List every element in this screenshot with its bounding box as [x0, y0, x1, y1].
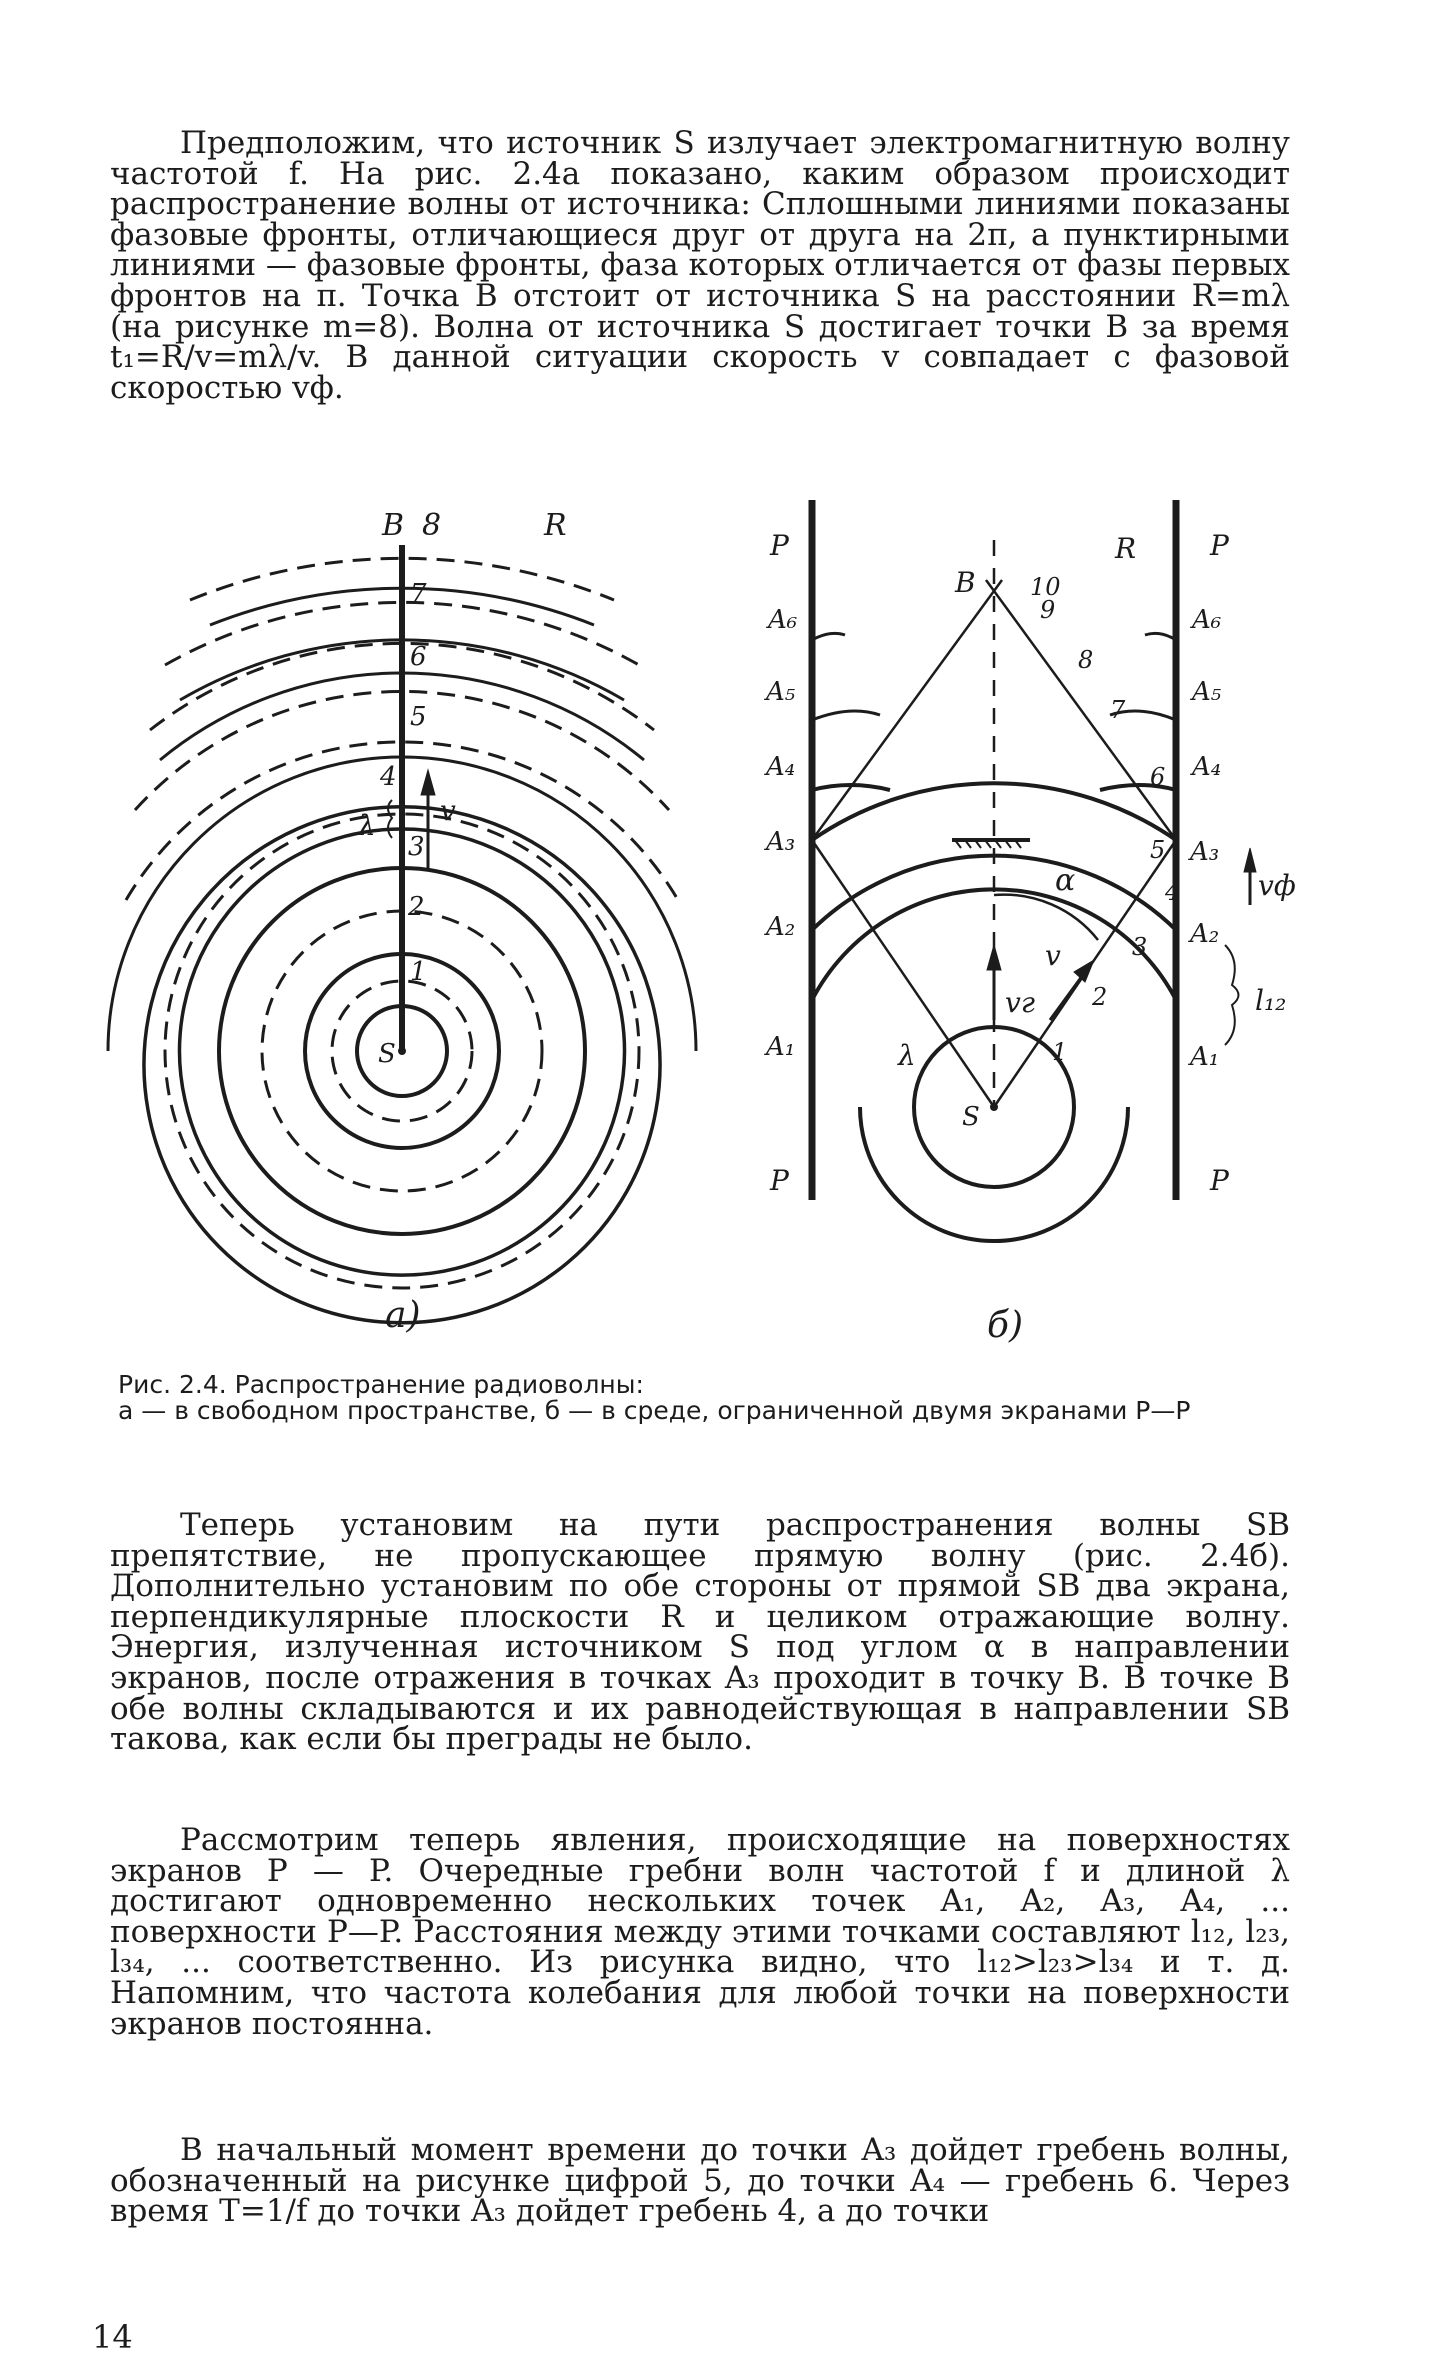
point-b: B: [955, 566, 976, 599]
source-s: S: [962, 1102, 980, 1132]
paragraph-2: Теперь установим на пути распространения волны SB препятствие, не пропускающее прямую волну (рис. 2.4б). Дополнительно установим по обе стороны от прямой SB два экрана, перпендикулярные плоскости R и целиком отражающие волну. Энергия, излученная источником S под углом α в направлении экранов, после отражения в точках A₃ проходит в точку B. В точке B обе волны складываются и их равнодействующая в направлении SB такова, как если бы преграды не было.: [110, 1507, 1290, 1758]
point-label: A₁: [1190, 1042, 1220, 1072]
screen-label: P: [770, 529, 789, 562]
point-label: A₃: [1190, 837, 1220, 867]
crest-number: 6: [1150, 763, 1166, 791]
lambda-label: λ: [898, 1039, 916, 1072]
front-number: 3: [408, 832, 425, 862]
screen-label: P: [1210, 1164, 1229, 1197]
alpha-label: α: [1055, 863, 1076, 898]
caption-title: Рис. 2.4. Распространение радиоволны:: [118, 1370, 644, 1399]
crest-9: 9: [1040, 596, 1056, 624]
vg-label: vг: [1005, 986, 1035, 1019]
point-label: A₅: [766, 677, 796, 707]
l12-label: l₁₂: [1255, 984, 1287, 1017]
point-label: A₄: [1192, 752, 1222, 782]
paragraph-1: Предположим, что источник S излучает электромагнитную волну частотой f. На рис. 2.4а показано, каким образом происходит распространение волны от источника: Сплошными линиями показаны фазовые фронты, отличающиеся друг от друга на 2π, а пунктирными линиями — фазовые фронты, фаза которых отличается от фазы первых фронтов на π. Точка B отстоит от источника S на расстоянии R=mλ (на рисунке m=8). Волна от источника S достигает точки B за время t₁=R/v=mλ/v. В данной ситуации скорость v совпадает с фазовой скоростью vф.: [110, 125, 1290, 406]
crest-10: 10: [1030, 573, 1061, 601]
crest-number: 8: [1078, 646, 1094, 674]
front-number: 1: [410, 957, 427, 987]
fig-a-label-r: R: [544, 508, 567, 543]
screen-label: P: [1210, 529, 1229, 562]
point-label: A₆: [768, 605, 798, 635]
vphi-label: vф: [1258, 869, 1296, 902]
front-number: 5: [410, 702, 427, 732]
point-label: A₆: [1192, 605, 1222, 635]
source-s: S: [378, 1039, 396, 1069]
point-label: A₂: [1190, 919, 1220, 949]
figure-caption: [118, 1372, 1298, 1424]
screen-label: P: [770, 1164, 789, 1197]
front-number: 2: [408, 892, 425, 922]
crest-number: 5: [1150, 836, 1166, 864]
point-label: A₄: [766, 752, 796, 782]
fig-a-label-8: 8: [422, 508, 442, 543]
crest-number: 2: [1092, 983, 1108, 1011]
v-label: v: [1045, 939, 1061, 972]
paragraph-3: Рассмотрим теперь явления, происходящие на поверхностях экранов P — P. Очередные гребни волн частотой f и длиной λ достигают одновременно нескольких точек A₁, A₂, A₃, A₄, ... поверхности P—P. Расстояния между этими точками составляют l₁₂, l₂₃, l₃₄, ... соответственно. Из рисунка видно, что l₁₂>l₂₃>l₃₄ и т. д. Напомним, что частота колебания для любой точки на поверхности экранов постоянна.: [110, 1822, 1290, 2042]
crest-number: 1: [1052, 1038, 1068, 1066]
crest-number: 3: [1132, 933, 1148, 961]
figure-b-label: б): [987, 1305, 1024, 1346]
front-number: 6: [410, 642, 427, 672]
point-label: A₃: [766, 827, 796, 857]
point-label: A₅: [1192, 677, 1222, 707]
point-label: A₁: [766, 1032, 796, 1062]
front-number: 7: [410, 579, 427, 609]
lambda-label: λ: [358, 809, 376, 842]
plane-r: R: [1115, 532, 1137, 565]
front-number: 4: [380, 762, 397, 792]
figure-a-label: а): [385, 1295, 421, 1336]
paragraph-4: В начальный момент времени до точки A₃ дойдет гребень волны, обозначенный на рисунке цифрой 5, до точки A₄ — гребень 6. Через время T=1/f до точки A₃ дойдет гребень 4, а до точки: [110, 2132, 1290, 2230]
crest-number: 7: [1110, 696, 1126, 724]
point-label: A₂: [766, 912, 796, 942]
fig-a-label-b: B: [382, 508, 405, 543]
velocity-v: v: [440, 794, 456, 827]
caption-body: а — в свободном пространстве, б — в среде, ограниченной двумя экранами P—P: [118, 1396, 1191, 1425]
crest-number: 4: [1165, 878, 1181, 906]
page-number: 14: [92, 2318, 133, 2356]
